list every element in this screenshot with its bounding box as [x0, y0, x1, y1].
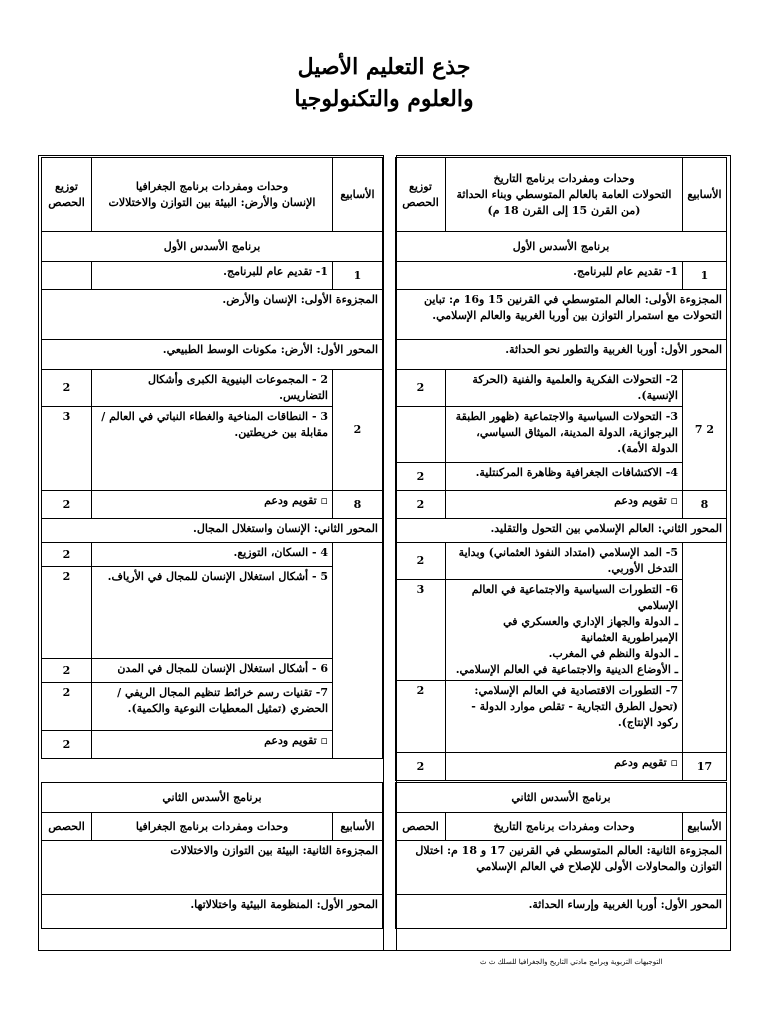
geo-item5: 5 - أشكال استغلال الإنسان للمجال في الأرياف. [92, 567, 333, 659]
history-axis1: المحور الأول: أوربا الغربية والتطور نحو الحداثة. [396, 340, 727, 370]
geo-axis2: المحور الثاني: الإنسان واستغلال المجال. [42, 519, 383, 543]
geo-axis1: المحور الأول: الأرض: مكونات الوسط الطبيعي. [42, 340, 383, 370]
geography-table [41, 157, 383, 759]
geo-s2-weeks: الأسابيع [333, 813, 383, 841]
geo-eval2-label: تقويم ودعم [264, 734, 317, 747]
geo-sessions-header: توزيع الحصص [42, 158, 92, 232]
history-eval2-sessions: 2 [396, 753, 446, 781]
geo-eval1-sessions: 2 [42, 491, 92, 519]
geo-eval1-week: 8 [333, 491, 383, 519]
history-eval1-sessions: 2 [396, 491, 446, 519]
history-units-sub2: (من القرن 15 إلى القرن 18 م) [487, 203, 641, 217]
geo-units-title: وحدات ومفردات برنامج الجغرافيا [135, 179, 289, 193]
history-eval2-label: تقويم ودعم [614, 756, 667, 769]
geo-item5-sessions: 2 [42, 567, 92, 659]
geo-weeks-header: الأسابيع [333, 158, 383, 232]
history-weeks-group2 [683, 543, 727, 753]
geo-item4-sessions: 2 [42, 543, 92, 567]
history-item7: 7- التطورات الاقتصادية في العالم الإسلامي: (تحول الطرق التجارية - تقلص موارد الدولة - ركود الإنتاج). [446, 681, 683, 753]
history-s2-sessions: الحصص [396, 813, 446, 841]
history-units-sub1: التحولات العامة بالعالم المتوسطي وبناء الحداثة [456, 187, 672, 201]
geo-intro-sessions [42, 262, 92, 290]
history-units-title: وحدات ومفردات برنامج التاريخ [493, 171, 635, 185]
geo-item2: 2 - المجموعات البنيوية الكبرى وأشكال التضاريس. [92, 370, 333, 407]
geo-intro-week: 1 [333, 262, 383, 290]
history-intro: 1- تقديم عام للبرنامج. [396, 262, 683, 290]
geo-eval1: ▫ تقويم ودعم [92, 491, 333, 519]
geo-item7: 7- تقنيات رسم خرائط تنظيم المجال الريفي / الحضري (تمثيل المعطيات النوعية والكمية). [92, 683, 333, 731]
geo-module2: المجزوءة الثانية: البيئة بين التوازن والاختلالات [42, 841, 383, 895]
history-item3: 3- التحولات السياسية والاجتماعية (ظهور الطبقة البرجوازية، الدولة المدينة، الميثاق السياسي، الدولة الأمة). [446, 407, 683, 463]
history-eval1: ▫ تقويم ودعم [446, 491, 683, 519]
history-units-header [446, 158, 683, 232]
history-table [395, 157, 727, 781]
geo-units-header [92, 158, 333, 232]
page-title: جذع التعليم الأصيل [297, 54, 471, 80]
history-eval2-week: 17 [683, 753, 727, 781]
history-module2: المجزوءة الثانية: العالم المتوسطي في القرنين 17 و 18 م: اختلال التوازن والمحاولات الأولى للإصلاح في العالم الإسلامي [396, 841, 727, 895]
history-weeks-header: الأسابيع [683, 158, 727, 232]
geo-item6: 6 - أشكال استغلال الإنسان للمجال في المدن [92, 659, 333, 683]
history-item7-sessions: 2 [396, 681, 446, 753]
geography-semester2-table [41, 782, 383, 929]
history-intro-week: 1 [683, 262, 727, 290]
history-item4-sessions: 2 [396, 463, 446, 491]
page-footer: التوجيهات التربوية وبرامج مادتي التاريخ والجغرافيا للسلك ث ث [480, 958, 663, 966]
history-axis2: المحور الثاني: العالم الإسلامي بين التحول والتقليد. [396, 519, 727, 543]
geo-item7-sessions: 2 [42, 683, 92, 731]
history-item2: 2- التحولات الفكرية والعلمية والفنية (الحركة الإنسية). [446, 370, 683, 407]
history-item6-c: ـ الأوضاع الدينية والاجتماعية في العالم الإسلامي. [455, 663, 678, 676]
geo-units-sub: الإنسان والأرض: البيئة بين التوازن والاختلالات [108, 195, 316, 209]
history-module1: المجزوءة الأولى: العالم المتوسطي في القرنين 15 و16 م: تباين التحولات مع استمرار التوازن بين أوربا الغربية والعالم الإسلامي. [396, 290, 727, 340]
history-sessions-header: توزيع الحصص [396, 158, 446, 232]
history-item6-b: ـ الدولة والنظم في المغرب. [548, 647, 678, 660]
geo-eval2-sessions: 2 [42, 731, 92, 759]
geo-s2-sessions: الحصص [42, 813, 92, 841]
geo-axis3: المحور الأول: المنظومة البيئية واختلالاتها. [42, 895, 383, 929]
geo-module1: المجزوءة الأولى: الإنسان والأرض. [42, 290, 383, 340]
geo-eval2: ▫ تقويم ودعم [92, 731, 333, 759]
history-eval1-week: 8 [683, 491, 727, 519]
geo-semester2: برنامج الأسدس الثاني [42, 783, 383, 813]
history-axis3: المحور الأول: أوربا الغربية وإرساء الحداثة. [396, 895, 727, 929]
geo-semester1: برنامج الأسدس الأول [42, 232, 383, 262]
history-eval1-label: تقويم ودعم [614, 494, 667, 507]
history-semester1: برنامج الأسدس الأول [396, 232, 727, 262]
geo-weeks-group2 [333, 543, 383, 759]
geo-item3-sessions: 3 [42, 407, 92, 491]
geo-item3: 3 - النطاقات المناخية والغطاء النباتي في العالم / مقابلة بين خريطتين. [92, 407, 333, 491]
history-item6 [446, 580, 683, 681]
history-s2-units: وحدات ومفردات برنامج التاريخ [446, 813, 683, 841]
history-weeks-group1: 2 7 [683, 370, 727, 491]
geo-weeks-group1: 2 [333, 370, 383, 491]
history-item6-sessions: 3 [396, 580, 446, 681]
geo-item6-sessions: 2 [42, 659, 92, 683]
history-semester2: برنامج الأسدس الثاني [396, 783, 727, 813]
history-item6-title: 6- التطورات السياسية والاجتماعية في العالم الإسلامي [471, 583, 678, 612]
history-semester2-table [395, 782, 727, 929]
geo-item4: 4 - السكان، التوزيع. [92, 543, 333, 567]
history-item5-sessions: 2 [396, 543, 446, 580]
history-item3-sessions [396, 407, 446, 463]
history-item4: 4- الاكتشافات الجغرافية وظاهرة المركنتلية. [446, 463, 683, 491]
geo-intro: 1- تقديم عام للبرنامج. [92, 262, 333, 290]
geo-eval1-label: تقويم ودعم [264, 494, 317, 507]
history-item5: 5- المد الإسلامي (امتداد النفوذ العثماني) وبداية التدخل الأوربي. [446, 543, 683, 580]
geo-item2-sessions: 2 [42, 370, 92, 407]
history-item6-a: ـ الدولة والجهاز الإداري والعسكري في الإمبراطورية العثمانية [503, 615, 678, 644]
history-eval2: ▫ تقويم ودعم [446, 753, 683, 781]
page-subtitle: والعلوم والتكنولوجيا [294, 86, 474, 112]
history-item2-sessions: 2 [396, 370, 446, 407]
history-s2-weeks: الأسابيع [683, 813, 727, 841]
geo-s2-units: وحدات ومفردات برنامج الجغرافيا [92, 813, 333, 841]
